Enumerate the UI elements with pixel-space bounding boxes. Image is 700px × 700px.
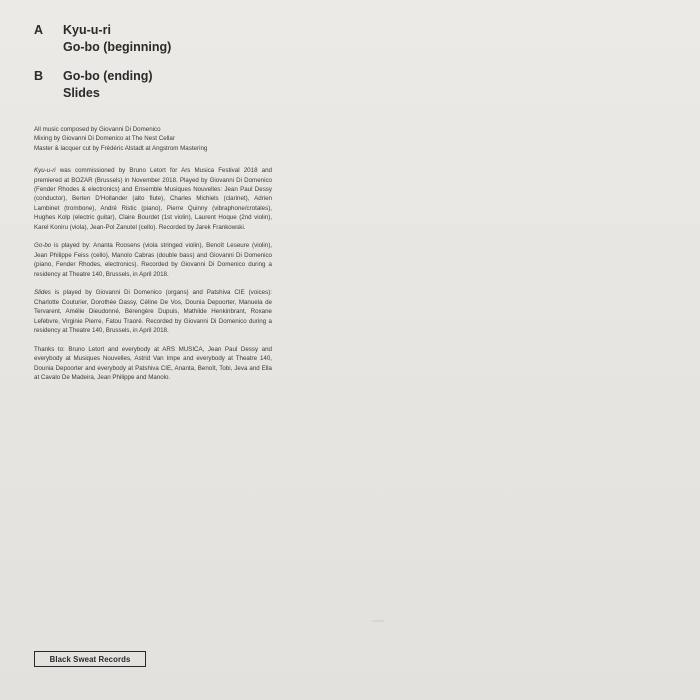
- liner-notes: [34, 125, 272, 392]
- kyuuri-text: was commissioned by Bruno Letort for Ars Musica Festival 2018 and premiered at BOZAR (Brussels) in November 2018. Played by Giovanni Di Domenico (Fender Rhodes & electronics) and Ensemble Musiques Nouvelles: Jean Paul Dessy (conductor), Berten D'Hollander (alto flute), Charles Michiels (clarinet), Adrien Lambinet (trombone), André Ristic (piano), Pierre Quinny (vibraphone/crotales), Hughes Kolp (electric guitar), Claire Bourdet (1st violin), Laurent Hoque (2nd violin), Karel Koniru (viola), Jean-Pol Zanutel (cello). Recorded by Jarek Frankowski.: [34, 167, 272, 231]
- track-title: Slides: [63, 86, 100, 100]
- side-b: [34, 68, 171, 102]
- record-label-logo: Black Sweat Records: [34, 651, 146, 667]
- gobo-title: Go-bo: [34, 242, 52, 250]
- track-title: Go-bo (beginning): [63, 40, 172, 54]
- track-title: Kyu-u-ri: [63, 23, 111, 37]
- gobo-paragraph: [34, 241, 272, 279]
- credits: [34, 125, 272, 153]
- slides-text: is played by Giovanni Di Domenico (organs) and Patshiva CIE (voices): Charlotte Couturier, Dorothée Dassy, Céline De Vos, Dounia Depoorter, Manuela de Tervarent, Amélie Dieudonné, Bérengère Dupuis, Mathilde Henkinbrant, Roxane Lefebvre, Virginie Pierre, Fatou Traoré. Recorded by Giovanni Di Domenico during a residency at Theatre 140, Brussels, in April 2018.: [34, 289, 272, 335]
- kyuuri-paragraph: [34, 166, 272, 232]
- slides-paragraph: [34, 288, 272, 335]
- side-a: [34, 22, 171, 56]
- gobo-text: is played by: Ananta Roosens (viola stringed violin), Benoît Leseure (violin), Jean Philippe Feiss (cello), Manolo Cabras (double bass) and Giovanni Di Domenico (piano, Fender Rhodes, electronics). Recorded by Giovanni Di Domenico during a residency at Theatre 140, Brussels, in April 2018.: [34, 242, 272, 278]
- credit-line: All music composed by Giovanni Di Domenico: [34, 126, 161, 133]
- credit-line: Master & lacquer cut by Frédéric Alstadt at Angstrom Mastering: [34, 144, 208, 152]
- side-letter: B: [34, 69, 44, 83]
- thanks-paragraph: Thanks to: Bruno Letort and everybody at ARS MUSICA, Jean Paul Dessy and everybody at Musiques Nouvelles, Astrid Van Impe and everybody at Theatre 140, Dounia Depoorter and everybody at Patshiva CIE, Ananta, Benoît, Tobi, Jeva and Ella at Cavalo De Madeira, Jean Philippe and Manolo.: [34, 345, 272, 382]
- side-titles: [63, 68, 153, 102]
- kyuuri-title: Kyu-u-ri: [34, 167, 56, 175]
- credit-line: Mixing by Giovanni Di Domenico at The Nest Cellar: [34, 135, 175, 143]
- sleeve-mark: [372, 620, 384, 622]
- side-letter: A: [34, 23, 44, 37]
- slides-title: Slides: [34, 289, 51, 297]
- track-title: Go-bo (ending): [63, 69, 153, 83]
- side-titles: [63, 22, 171, 56]
- tracklist: [34, 22, 171, 114]
